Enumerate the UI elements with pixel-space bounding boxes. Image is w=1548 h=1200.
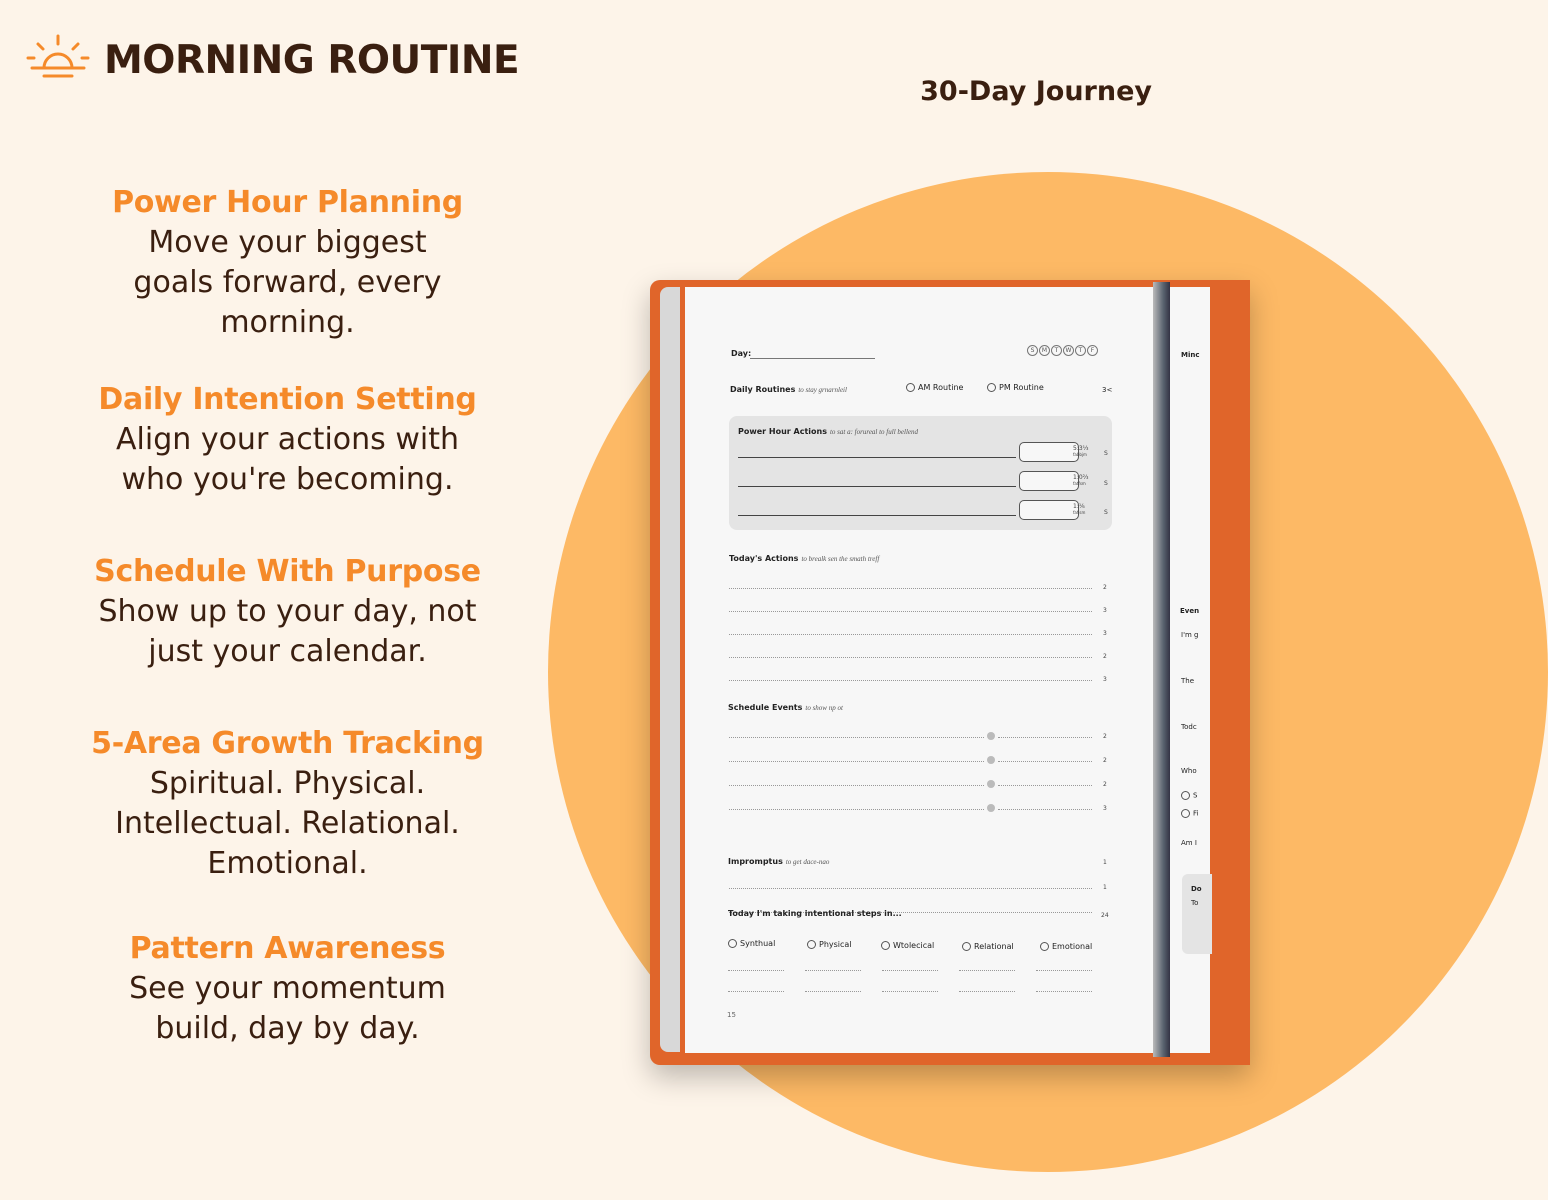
radio-circle [987,383,996,392]
section-hint: to sat a: forureal to full bellend [829,428,918,436]
action-line [729,588,1092,589]
section-label: Power Hour Actions [738,427,827,436]
slot-mark: S [1104,450,1108,457]
feature-text: just your calendar. [148,634,427,669]
todays-actions-label [729,554,879,563]
section-label: Today's Actions [729,554,799,563]
event-time-line [998,809,1092,810]
line-mark: 2 [1103,757,1107,764]
area-option [728,939,775,948]
line-mark: 24 [1101,912,1109,919]
feature-title: Power Hour Planning [112,185,463,220]
feature-text: who you're becoming. [121,462,454,497]
day-label: Day: [731,349,752,358]
area-line [1036,970,1092,971]
feature-text: Intellectual. Relational. [115,806,460,841]
intentional-label: Today I'm taking intentional steps in... [728,909,902,918]
right-page-text: To [1191,899,1199,907]
section-hint: to show np ot [805,704,843,712]
time-value: 5:3⅓ [1073,445,1089,452]
right-page-text: Minc [1181,351,1200,359]
event-line [729,761,984,762]
day-line [750,358,875,359]
right-page-text: Even [1180,607,1200,615]
time-unit: fafjsm [1073,510,1086,515]
right-page-text: S [1193,791,1198,800]
feature-text: Move your biggest [148,225,427,260]
radio-circle [962,942,971,951]
section-hint: to brealk sen the smath treff [801,555,880,563]
option-label: PM Routine [999,383,1044,392]
feature-item [40,380,535,500]
daily-routines-label [730,385,847,394]
weekday: S [1027,345,1038,356]
right-page-text: Todc [1181,723,1197,731]
event-line [729,737,984,738]
clock-icon [987,732,995,740]
weekday: W [1063,345,1074,356]
section-hint: to get dace-nao [785,858,830,866]
area-line [882,970,938,971]
feature-title: Daily Intention Setting [98,382,477,417]
time-value: 1:0⅔ [1073,474,1089,481]
impromptus-label [728,857,829,866]
right-page-text: Do [1191,885,1202,893]
area-line [882,991,938,992]
right-page-text: The [1181,677,1195,685]
radio-circle [807,940,816,949]
clock-icon [987,780,995,788]
schedule-events-label [728,703,843,712]
radio-circle [728,939,737,948]
area-line [728,970,784,971]
feature-title: Schedule With Purpose [94,554,481,589]
feature-text: goals forward, every [133,265,442,300]
time-box [1019,500,1079,520]
line-mark: 3 [1103,676,1107,683]
section-hint: to stay grnarnleil [798,386,847,394]
weekday-circles [1026,345,1098,356]
area-label: Emotional [1052,942,1093,951]
weekday: F [1087,345,1098,356]
line-mark: 3 [1103,630,1107,637]
time-value: 1:⅙ [1073,503,1085,510]
feature-item [40,929,535,1049]
line-mark: 3 [1103,805,1107,812]
power-hour-line [738,515,1016,516]
right-page-option [1181,809,1198,818]
action-line [729,634,1092,635]
weekday: T [1051,345,1062,356]
line-mark: 1 [1103,884,1107,891]
feature-title: 5-Area Growth Tracking [91,726,484,761]
feature-title: Pattern Awareness [129,931,446,966]
section-label: Impromptus [728,857,783,866]
clock-icon [987,756,995,764]
line-mark: 1 [1103,859,1107,866]
right-page-text: I'm g [1181,631,1199,639]
sunrise-icon [24,30,92,90]
slot-mark: S [1104,480,1108,487]
feature-item [40,183,535,343]
line-mark: 2 [1103,733,1107,740]
section-label: Schedule Events [728,703,803,712]
action-line [729,611,1092,612]
area-line [805,970,861,971]
event-line [729,785,984,786]
feature-text: Align your actions with [116,422,459,457]
feature-text: Spiritual. Physical. [149,766,426,801]
tagline: 30-Day Journey [920,76,1152,107]
page-number: 15 [727,1011,736,1019]
radio-circle [881,941,890,950]
feature-text: build, day by day. [155,1011,420,1046]
clock-icon [987,804,995,812]
area-line [959,970,1015,971]
line-mark: 3 [1103,607,1107,614]
area-label: Physical [819,940,852,949]
event-time-line [998,785,1092,786]
option-label: AM Routine [918,383,964,392]
feature-text: morning. [220,305,355,340]
brand-title: MORNING ROUTINE [104,38,520,83]
radio-circle [1181,791,1190,800]
area-line [728,991,784,992]
area-option [1040,942,1092,951]
pm-routine-option [987,383,1044,392]
planner-page-edges [660,287,680,1052]
time-box [1019,442,1079,462]
feature-text: Emotional. [207,846,368,881]
area-option [962,942,1014,951]
event-time-line [998,761,1092,762]
feature-item [40,552,535,672]
radio-circle [1040,942,1049,951]
power-hour-label [738,427,918,436]
radio-circle [1181,809,1190,818]
right-page-option [1181,791,1197,800]
weekday: T [1075,345,1086,356]
action-line [729,680,1092,681]
area-label: Wtolecical [893,941,935,950]
slot-mark: S [1104,509,1108,516]
area-label: Synthual [740,939,776,948]
planner-spine [1153,282,1170,1057]
power-hour-line [738,457,1016,458]
impromptu-line [729,888,1092,889]
area-line [959,991,1015,992]
right-page-text: Am I [1181,839,1197,847]
line-mark: 2 [1103,653,1107,660]
right-page-text: Who [1181,767,1197,775]
event-time-line [998,737,1092,738]
area-line [1036,991,1092,992]
feature-text: See your momentum [129,971,446,1006]
right-page-text: Fi [1193,809,1199,818]
time-unit: fatfsm [1073,481,1086,486]
action-line [729,657,1092,658]
line-mark: 2 [1103,584,1107,591]
area-line [805,991,861,992]
section-label: Daily Routines [730,385,796,394]
area-label: Relational [974,942,1014,951]
routine-mark: 3< [1102,386,1113,394]
weekday: M [1039,345,1050,356]
feature-item [40,724,535,884]
power-hour-line [738,486,1016,487]
time-box [1019,471,1079,491]
area-option [807,940,852,949]
feature-text: Show up to your day, not [98,594,477,629]
am-routine-option [906,383,963,392]
event-line [729,809,984,810]
radio-circle [906,383,915,392]
area-option [881,941,934,950]
line-mark: 2 [1103,781,1107,788]
time-unit: fabbjm [1073,452,1087,457]
